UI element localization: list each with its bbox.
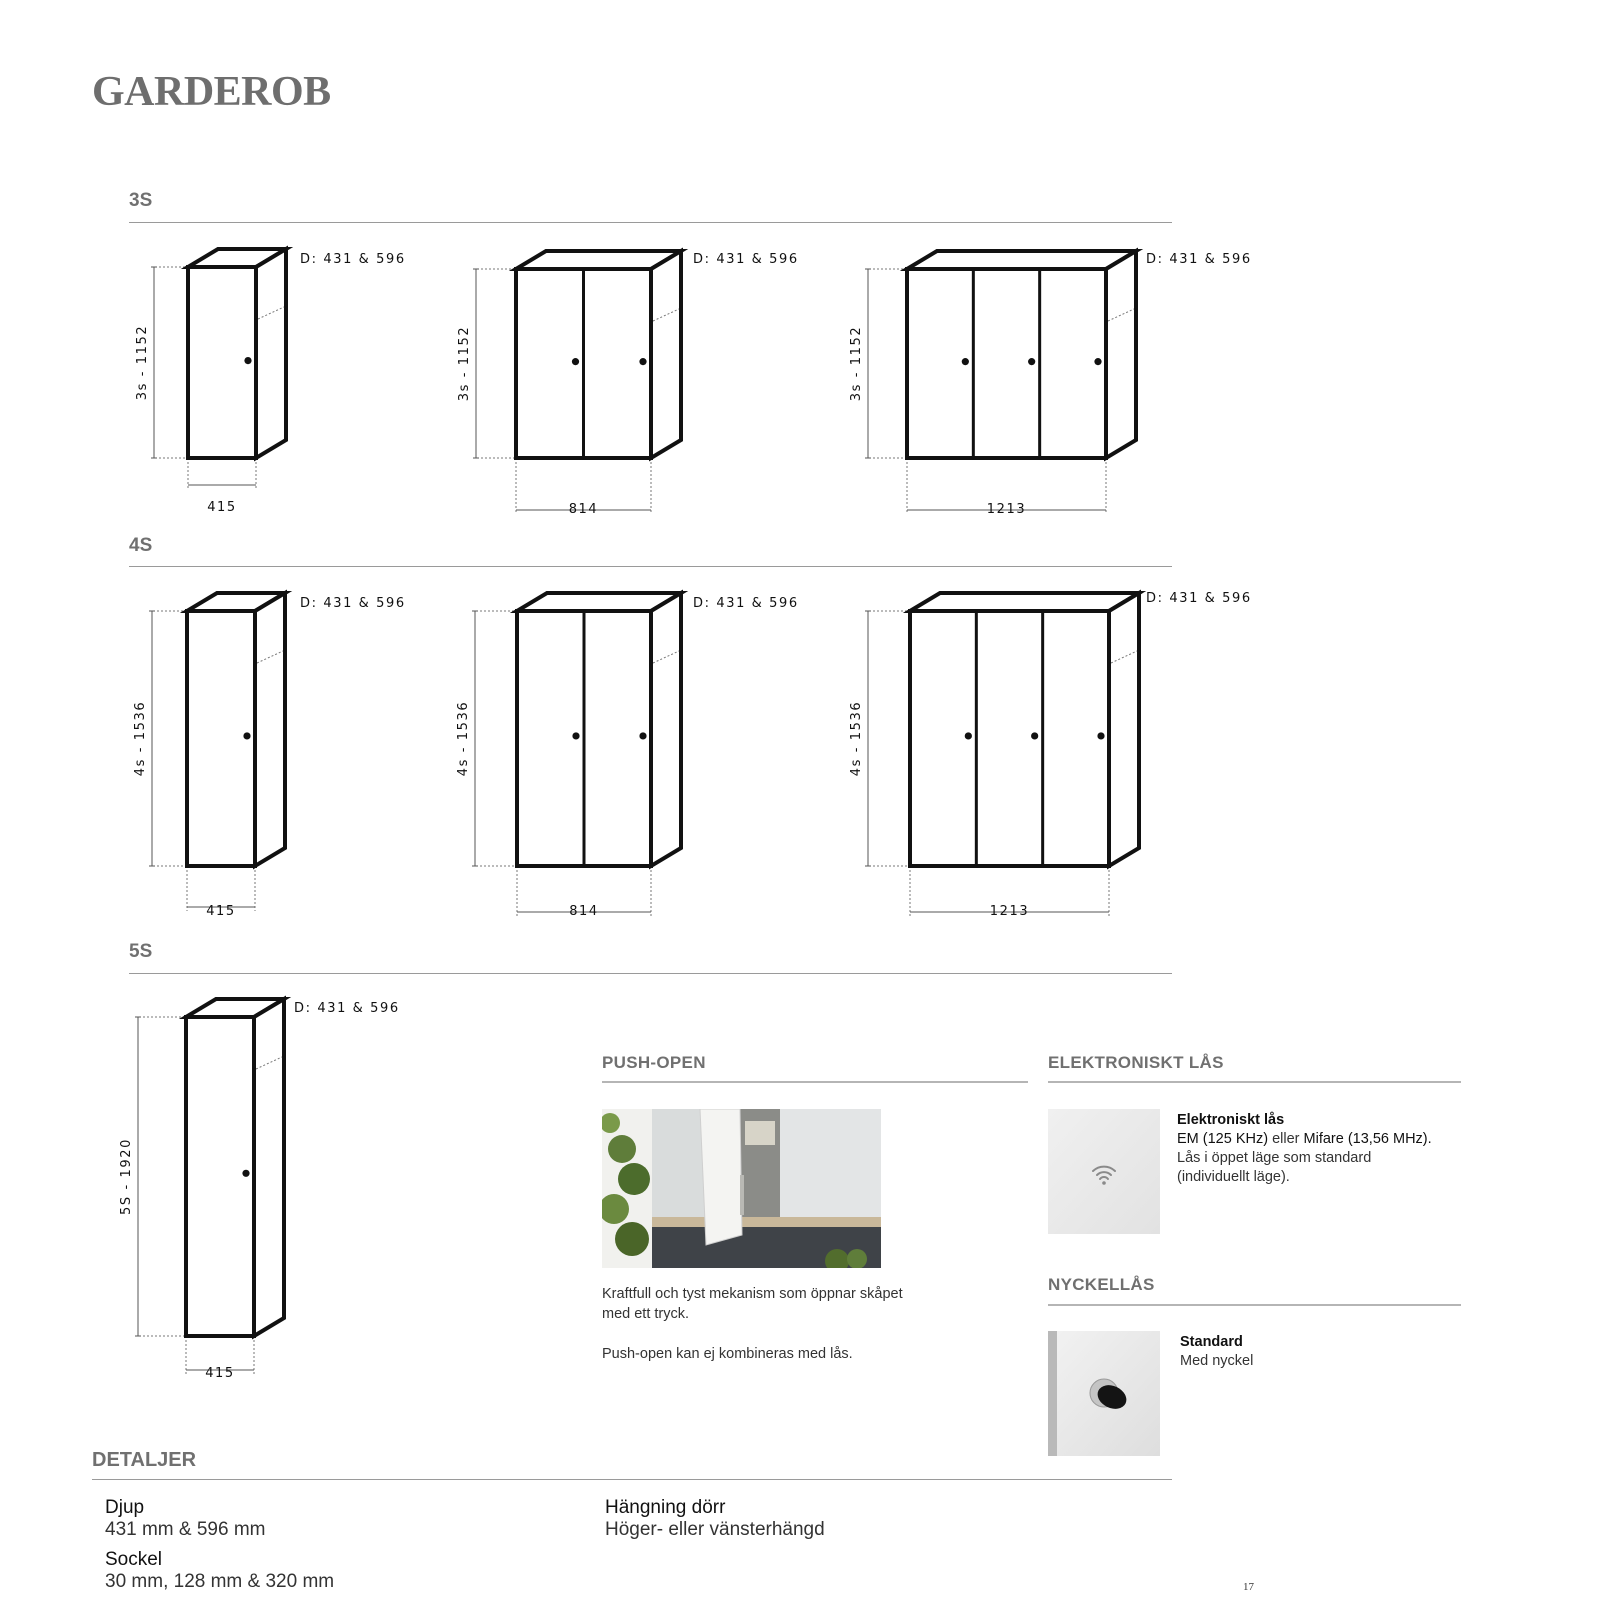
depth-label: D: 431 & 596 bbox=[294, 1001, 400, 1016]
key-lock-name: Standard bbox=[1180, 1334, 1243, 1350]
depth-label: D: 431 & 596 bbox=[300, 252, 406, 267]
width-label: 415 bbox=[207, 500, 237, 515]
key-lock-title: NYCKELLÅS bbox=[1048, 1275, 1155, 1294]
section-label-5s: 5S bbox=[129, 941, 153, 962]
push-open-description: Kraftfull och tyst mekanism som öppnar skåpet med ett tryck. bbox=[602, 1286, 903, 1322]
width-label: 415 bbox=[205, 1366, 235, 1381]
detail-plinth-label: Sockel bbox=[105, 1549, 163, 1570]
depth-label: D: 431 & 596 bbox=[693, 596, 799, 611]
key-lock-description: Med nyckel bbox=[1180, 1353, 1254, 1369]
electronic-lock-divider bbox=[1048, 1081, 1461, 1083]
section-label-3s: 3S bbox=[129, 190, 153, 211]
electronic-lock-title: ELEKTRONISKT LÅS bbox=[1048, 1053, 1224, 1072]
push-open-photo bbox=[602, 1109, 881, 1268]
cabinet-front bbox=[186, 1017, 254, 1336]
page-number: 17 bbox=[1243, 1581, 1254, 1593]
key-lock-info bbox=[1180, 1333, 1440, 1371]
detail-plinth-value: 30 mm, 128 mm & 320 mm bbox=[105, 1571, 335, 1592]
push-open-title: PUSH-OPEN bbox=[602, 1053, 706, 1072]
cabinet-side-face bbox=[254, 999, 284, 1336]
depth-label: D: 431 & 596 bbox=[1146, 591, 1252, 606]
key-lock-divider bbox=[1048, 1304, 1461, 1306]
details-divider bbox=[92, 1479, 1172, 1480]
electronic-lock-description: Lås i öppet läge som standard (individuellt läge). bbox=[1177, 1150, 1372, 1185]
height-label: 4s - 1536 bbox=[849, 700, 864, 777]
width-label: 415 bbox=[206, 904, 236, 919]
height-label: 3s - 1152 bbox=[457, 325, 472, 402]
height-label: 4s - 1536 bbox=[456, 700, 471, 777]
spec-mifare: Mifare (13,56 MHz). bbox=[1303, 1131, 1432, 1147]
depth-label: D: 431 & 596 bbox=[693, 252, 799, 267]
door-knob bbox=[242, 1170, 249, 1177]
detail-depth-value: 431 mm & 596 mm bbox=[105, 1519, 266, 1540]
width-label: 814 bbox=[569, 904, 599, 919]
height-label: 4s - 1536 bbox=[133, 700, 148, 777]
width-label: 1213 bbox=[989, 904, 1030, 919]
electronic-lock-photo bbox=[1048, 1109, 1160, 1234]
push-open-note: Push-open kan ej kombineras med lås. bbox=[602, 1346, 853, 1362]
electronic-lock-spec bbox=[1177, 1130, 1477, 1149]
width-label: 814 bbox=[568, 502, 599, 517]
electronic-lock-name: Elektroniskt lås bbox=[1177, 1112, 1285, 1128]
depth-label: D: 431 & 596 bbox=[300, 596, 406, 611]
depth-label: D: 431 & 596 bbox=[1146, 252, 1252, 267]
height-label: 3s - 1152 bbox=[849, 325, 864, 402]
detail-depth-label: Djup bbox=[105, 1497, 145, 1518]
spec-or: eller bbox=[1272, 1131, 1300, 1147]
detail-hinge-value: Höger- eller vänsterhängd bbox=[605, 1519, 825, 1540]
push-open-divider bbox=[602, 1081, 1028, 1083]
height-label: 5S - 1920 bbox=[119, 1138, 134, 1215]
section-label-4s: 4S bbox=[129, 535, 153, 556]
height-label: 3s - 1152 bbox=[135, 324, 150, 401]
spec-em: EM (125 KHz) bbox=[1177, 1131, 1269, 1147]
width-label: 1213 bbox=[986, 502, 1027, 517]
details-title: DETALJER bbox=[92, 1449, 197, 1471]
electronic-lock-info bbox=[1177, 1111, 1477, 1187]
key-lock-photo bbox=[1048, 1331, 1160, 1456]
detail-hinge-label: Hängning dörr bbox=[605, 1497, 726, 1518]
page-title: GARDEROB bbox=[92, 69, 331, 115]
